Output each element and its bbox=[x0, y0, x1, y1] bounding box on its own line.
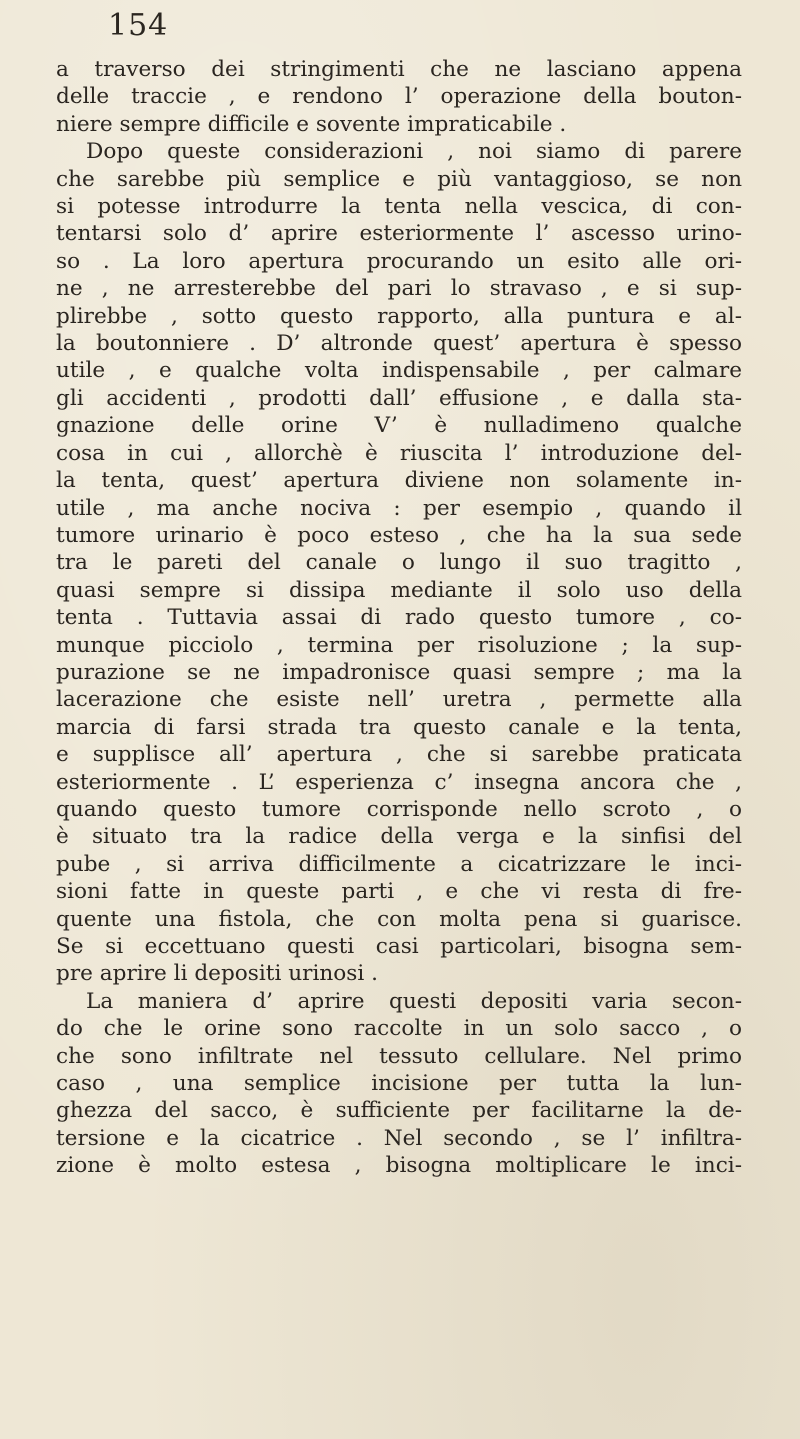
text-line: gnazione delle orine V’ è nulladimeno qualche bbox=[56, 413, 742, 439]
text-line: marcia di farsi strada tra questo canale e la tenta, bbox=[56, 714, 742, 740]
paragraph-2 bbox=[56, 138, 742, 988]
text-line: e supplisce all’ apertura , che si sarebbe praticata bbox=[56, 742, 742, 768]
text-line: plirebbe , sotto questo rapporto, alla puntura e al- bbox=[56, 303, 742, 329]
text-line: che sarebbe più semplice e più vantaggioso, se non bbox=[56, 166, 742, 192]
text-line: pube , si arriva difficilmente a cicatrizzare le inci- bbox=[56, 851, 742, 877]
text-line: so . La loro apertura procurando un esito alle ori- bbox=[56, 248, 742, 274]
text-line: tra le pareti del canale o lungo il suo tragitto , bbox=[56, 550, 742, 576]
paragraph-3 bbox=[56, 988, 742, 1180]
text-line: zione è molto estesa , bisogna moltiplicare le inci- bbox=[56, 1153, 742, 1179]
text-line: sioni fatte in queste parti , e che vi resta di fre- bbox=[56, 879, 742, 905]
text-line: ghezza del sacco, è sufficiente per facilitarne la de- bbox=[56, 1098, 742, 1124]
text-line: do che le orine sono raccolte in un solo sacco , o bbox=[56, 1016, 742, 1042]
text-line: delle traccie , e rendono l’ operazione della bouton- bbox=[56, 84, 742, 110]
paragraph-1 bbox=[56, 56, 742, 138]
text-line: esteriormente . L’ esperienza c’ insegna ancora che , bbox=[56, 769, 742, 795]
text-line: pre aprire li depositi urinosi . bbox=[56, 961, 378, 987]
page-number: 154 bbox=[108, 8, 169, 43]
text-line: lacerazione che esiste nell’ uretra , permette alla bbox=[56, 687, 742, 713]
text-line: tentarsi solo d’ aprire esteriormente l’ ascesso urino- bbox=[56, 221, 742, 247]
text-line: che sono infiltrate nel tessuto cellulare. Nel primo bbox=[56, 1043, 742, 1069]
text-line: utile , e qualche volta indispensabile , per calmare bbox=[56, 358, 742, 384]
text-line: La maniera d’ aprire questi depositi varia secon- bbox=[86, 988, 742, 1014]
text-line: tenta . Tuttavia assai di rado questo tumore , co- bbox=[56, 605, 742, 631]
text-line: si potesse introdurre la tenta nella vescica, di con- bbox=[56, 194, 742, 220]
text-line: la boutonniere . D’ altronde quest’ apertura è spesso bbox=[56, 331, 742, 357]
text-line: a traverso dei stringimenti che ne lasciano appena bbox=[56, 57, 742, 82]
text-line: quente una fistola, che con molta pena si guarisce. bbox=[56, 906, 742, 932]
text-line: tersione e la cicatrice . Nel secondo , se l’ infiltra- bbox=[56, 1125, 742, 1151]
text-line: tumore urinario è poco esteso , che ha la sua sede bbox=[56, 522, 742, 548]
text-line: gli accidenti , prodotti dall’ effusione , e dalla sta- bbox=[56, 385, 742, 411]
text-line: utile , ma anche nociva : per esempio , quando il bbox=[56, 495, 742, 521]
text-line: caso , una semplice incisione per tutta la lun- bbox=[56, 1071, 742, 1097]
text-line: ne , ne arresterebbe del pari lo stravaso , e si sup- bbox=[56, 276, 742, 302]
text-line: è situato tra la radice della verga e la sinfisi del bbox=[56, 824, 742, 850]
text-line: Dopo queste considerazioni , noi siamo di parere bbox=[86, 139, 742, 165]
text-line: quasi sempre si dissipa mediante il solo uso della bbox=[56, 577, 742, 603]
text-line: munque picciolo , termina per risoluzione ; la sup- bbox=[56, 632, 742, 658]
text-line: purazione se ne impadronisce quasi sempre ; ma la bbox=[56, 659, 742, 685]
text-line: la tenta, quest’ apertura diviene non solamente in- bbox=[56, 468, 742, 494]
text-line: quando questo tumore corrisponde nello scroto , o bbox=[56, 796, 742, 822]
body-text bbox=[56, 56, 742, 1180]
text-line: cosa in cui , allorchè è riuscita l’ introduzione del- bbox=[56, 440, 742, 466]
text-line: niere sempre difficile e sovente impraticabile . bbox=[56, 111, 567, 137]
text-line: Se si eccettuano questi casi particolari, bisogna sem- bbox=[56, 934, 742, 959]
